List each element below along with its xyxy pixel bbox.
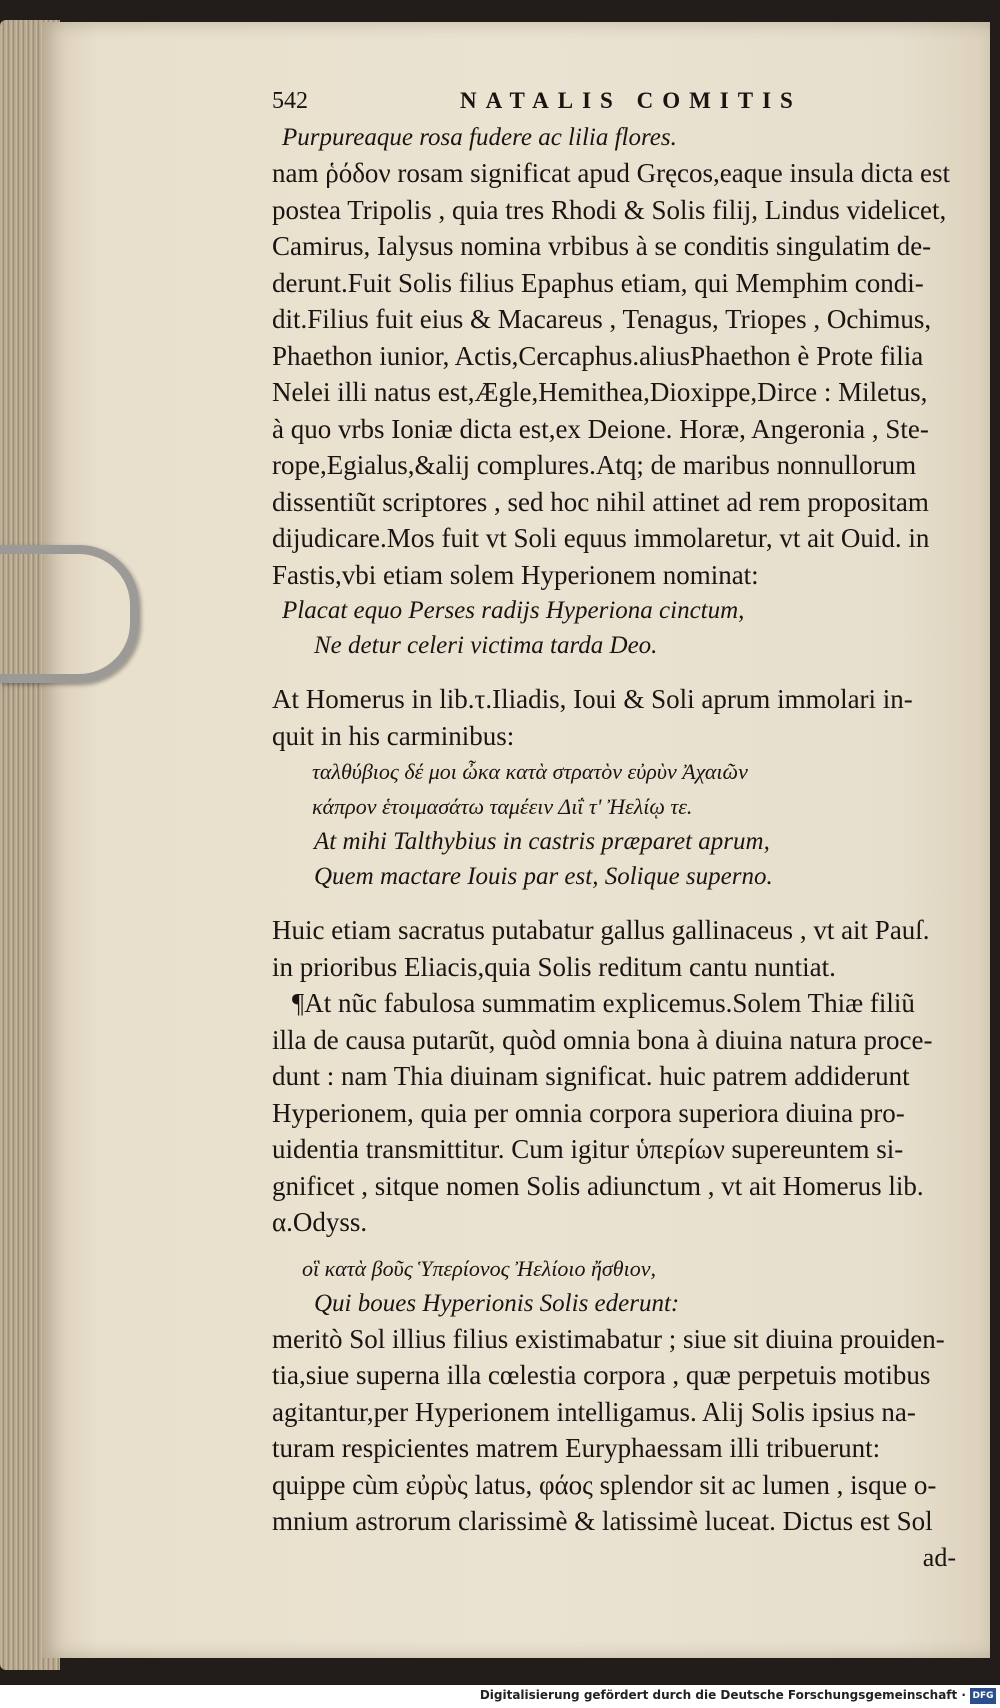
text-line: gnificet , sitque nomen Solis adiunctum , vt ait Homerus lib.: [272, 1170, 924, 1201]
text-line: in prioribus Eliacis,quia Solis reditum cantu nuntiat.: [272, 951, 836, 982]
text-line: tia,siue superna illa cœlestia corpora , quæ perpetuis motibus: [272, 1360, 931, 1390]
greek-line: οἳ κατὰ βοῦς Ὑπερίονος Ἠελίοιο ἤσθιον,: [302, 1255, 656, 1281]
text-line: à quo vrbs Ioniæ dicta est,ex Deione. Horæ, Angeronia , Ste-: [272, 413, 929, 444]
page-text: [272, 78, 962, 1576]
text-line: Hyperionem, quia per omnia corpora superiora diuina pro-: [272, 1097, 905, 1128]
text-line: dijudicare.Mos fuit vt Soli equus immolaretur, vt ait Ouid. in: [272, 523, 930, 553]
paragraph-3: [272, 912, 962, 985]
text-line: agitantur,per Hyperionem intelligamus. Alij Solis ipsius na-: [272, 1396, 916, 1427]
catchword: ad-: [922, 1542, 956, 1572]
text-line: At Homerus in lib.τ.Iliadis, Ioui & Soli aprum immolari in-: [272, 684, 913, 714]
page-header: [272, 78, 962, 120]
text-line: quit in his carminibus:: [272, 720, 515, 751]
text-line: α.Odyss.: [272, 1207, 368, 1237]
text-line: mnium astrorum clarissimè & latissimè luceat. Dictus est Sol: [272, 1506, 933, 1536]
text-line: nam ῥόδον rosam significat apud Gręcos,eaque insula dicta est: [272, 158, 950, 188]
greek-line: κάπρον ἑτοιμασάτω ταμέειν Διΐ τ' Ἠελίῳ τε.: [312, 794, 693, 819]
digitization-credit: Digitalisierung gefördert durch die Deutsche Forschungsgemeinschaft ·: [479, 1688, 966, 1702]
text-line: dunt : nam Thia diuinam significat. huic patrem addiderunt: [272, 1061, 910, 1091]
verse-line: At mihi Talthybius in castris præparet aprum,: [314, 828, 770, 855]
text-line: Huic etiam sacratus putabatur gallus gallinaceus , vt ait Pauſ.: [272, 915, 930, 945]
text-line: meritò Sol illius filius existimabatur ; siue sit diuina prouiden-: [272, 1323, 945, 1354]
running-title: NATALIS COMITIS: [460, 88, 802, 113]
verse-block-2: [272, 824, 962, 894]
text-line: Phaethon iunior, Actis,Cercaphus.aliusPhaethon è Prote filia: [272, 340, 924, 371]
paragraph-2: [272, 681, 962, 754]
greek-verse-1: [272, 754, 962, 824]
paragraph-5: [272, 1321, 962, 1540]
text-line: rope,Egialus,&alij complures.Atq; de maribus nonnullorum: [272, 450, 917, 480]
page-number: 542: [272, 88, 308, 114]
text-line: derunt.Fuit Solis filius Epaphus etiam, qui Memphim condi-: [272, 267, 924, 298]
text-line: Nelei illi natus est,Ægle,Hemithea,Dioxippe,Dirce : Miletus,: [272, 377, 928, 407]
text-line: Camirus, Ialysus nomina vrbibus à se conditis singulatim de-: [272, 231, 932, 261]
verse-line: Qui boues Hyperionis Solis ederunt:: [314, 1289, 680, 1317]
text-line: turam respicientes matrem Euryphaessam illi tribuerunt:: [272, 1433, 881, 1463]
text-line: illa de causa putarũt, quòd omnia bona à diuina natura proce-: [272, 1024, 933, 1055]
verse-line: Quem mactare Iouis par est, Solique superno.: [314, 863, 773, 890]
page-clip: [0, 545, 139, 683]
text-line: dit.Filius fuit eius & Macareus , Tenagus, Triopes , Ochimus,: [272, 304, 932, 334]
text-line: uidentia transmittitur. Cum igitur ὑπερίων supereuntem si-: [272, 1134, 904, 1164]
dfg-logo-icon: DFG: [970, 1688, 996, 1704]
footer-bar: [0, 1685, 1000, 1708]
text-line: Fastis,vbi etiam solem Hyperionem nominat:: [272, 559, 759, 590]
paragraph-1: [272, 155, 962, 593]
paragraph-4: [272, 985, 962, 1241]
verse-line: Ne detur celeri victima tarda Deo.: [314, 632, 658, 659]
text-line: ¶At nũc fabulosa summatim explicemus.Solem Thiæ filiũ: [292, 988, 915, 1018]
verse-line: Purpureaque rosa fudere ac lilia flores.: [282, 124, 677, 151]
text-line: postea Tripolis , quia tres Rhodi & Solis filij, Lindus videlicet,: [272, 194, 947, 225]
text-line: quippe cùm εὐρὺς latus, φάος splendor sit ac lumen , isque o-: [272, 1469, 937, 1500]
text-line: dissentiũt scriptores , sed hoc nihil attinet ad rem propositam: [272, 486, 929, 517]
verse-line: Placat equo Perses radijs Hyperiona cinctum,: [282, 597, 745, 624]
greek-line: ταλθύβιος δέ μοι ὦκα κατὰ στρατὸν εὐρὺν Ἀχαιῶν: [312, 759, 748, 784]
verse-block-1: [272, 593, 962, 663]
